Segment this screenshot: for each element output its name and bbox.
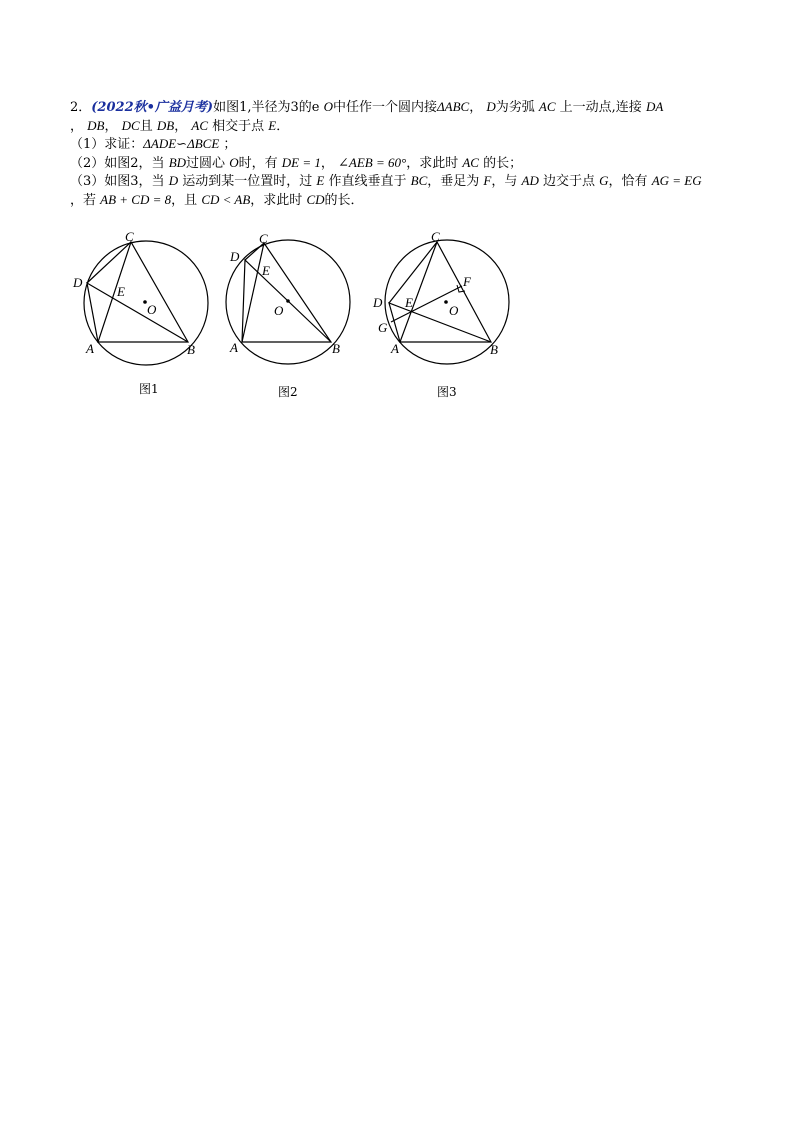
text: 过圆心 — [186, 155, 226, 171]
text: ， — [320, 155, 334, 171]
text: 为劣弧 — [495, 100, 535, 115]
math: G — [599, 173, 609, 188]
fig2-label-a: A — [230, 340, 238, 355]
math: DB — [87, 117, 105, 133]
math: AC — [191, 117, 208, 133]
fig3-label-e: E — [405, 295, 413, 310]
problem-line-2 — [70, 117, 730, 136]
fig1-label-e: E — [117, 284, 125, 299]
fig3-label-c: C — [431, 229, 440, 244]
text: ， — [70, 118, 84, 134]
fig1-lines-da-db — [87, 283, 188, 342]
text: 上一动点,连接 — [559, 100, 642, 115]
math: BC — [410, 173, 428, 188]
figure-1-caption: 图1 — [139, 382, 159, 396]
fig3-label-d: D — [373, 295, 383, 310]
figures — [0, 225, 794, 405]
fig2-label-d: D — [230, 249, 240, 264]
math: O — [323, 99, 333, 114]
problem-number: 2． — [70, 100, 92, 115]
text: （1）求证： — [70, 137, 144, 152]
text: ，与 — [491, 174, 518, 189]
math: AC — [538, 99, 556, 114]
fig3-label-a: A — [391, 341, 399, 356]
text: ，求此时 — [250, 192, 303, 208]
text: 的长． — [324, 192, 364, 208]
math: ∠AEB = 60° — [338, 154, 407, 170]
fig1-label-o: O — [147, 302, 157, 317]
text: 如图1,半径为3的 — [213, 100, 312, 115]
math: ΔADE∽ΔBCE — [143, 136, 220, 151]
text: 的长； — [483, 155, 523, 171]
fig1-triangle-abc — [98, 242, 188, 342]
fig1-label-a: A — [86, 341, 94, 356]
text: ，且 — [171, 192, 198, 208]
text: 且 — [139, 118, 153, 134]
text: ，恰有 — [608, 174, 648, 189]
text: ，垂足为 — [427, 174, 480, 189]
problem-line-1 — [70, 98, 730, 117]
text: 中任作一个圆内接 — [333, 100, 438, 115]
text: 运动到某一位置时，过 — [182, 174, 313, 189]
math: AG = EG — [651, 173, 702, 188]
fig3-triangle-abc — [400, 242, 491, 342]
math: O — [229, 154, 239, 170]
problem-2 — [70, 98, 730, 209]
math: AD — [521, 173, 539, 188]
math: CD < AB — [201, 191, 251, 207]
text: ，求此时 — [406, 155, 459, 171]
math: CD — [306, 191, 325, 207]
text: 作直线垂直于 — [328, 174, 407, 189]
fig2-label-c: C — [259, 231, 268, 246]
fig2-label-b: B — [332, 341, 340, 356]
text: （2）如图2，当 — [70, 155, 165, 171]
figures-svg — [0, 225, 794, 405]
math: F — [483, 173, 492, 188]
question-3-cont — [70, 191, 730, 210]
text: （3）如图3，当 — [70, 174, 165, 189]
text: 相交于点 — [212, 118, 265, 134]
fig3-label-o: O — [449, 303, 459, 318]
math: AC — [462, 154, 479, 170]
text: ， — [174, 118, 188, 134]
fig2-center-dot — [286, 299, 290, 303]
question-3 — [70, 172, 730, 191]
text: ． — [276, 118, 290, 134]
figure-3-caption: 图3 — [437, 385, 457, 399]
text: ； — [223, 137, 237, 152]
circle-symbol: e — [311, 100, 320, 115]
math: E — [268, 117, 277, 133]
fig3-center-dot — [444, 300, 448, 304]
fig3-label-g: G — [378, 320, 388, 335]
fig2-triangle-abc — [242, 243, 331, 342]
math: D — [168, 173, 179, 188]
math: DB — [156, 117, 175, 133]
question-2 — [70, 154, 730, 173]
math: ΔABC — [437, 99, 470, 114]
math: DC — [121, 117, 140, 133]
math: DE = 1 — [281, 154, 321, 170]
text: ， — [469, 100, 483, 115]
fig3-label-f: F — [463, 274, 471, 289]
fig3-line-dc — [389, 242, 437, 303]
text: ， — [104, 118, 118, 134]
math: BD — [168, 154, 187, 170]
fig2-label-o: O — [274, 303, 284, 318]
fig3-label-b: B — [490, 342, 498, 357]
figure-2-caption: 图2 — [278, 385, 298, 399]
fig1-label-d: D — [73, 275, 83, 290]
fig1-label-c: C — [125, 229, 134, 244]
math: E — [316, 173, 325, 188]
math: AB + CD = 8 — [100, 191, 172, 207]
math: D — [486, 99, 496, 114]
question-1 — [70, 135, 730, 154]
fig1-label-b: B — [187, 342, 195, 357]
text: ，若 — [70, 192, 97, 208]
math: DA — [645, 99, 664, 114]
text: 边交于点 — [543, 174, 596, 189]
text: 时，有 — [238, 155, 278, 171]
fig2-label-e: E — [262, 263, 270, 278]
problem-source: (2022秋•广益月考) — [91, 100, 214, 115]
